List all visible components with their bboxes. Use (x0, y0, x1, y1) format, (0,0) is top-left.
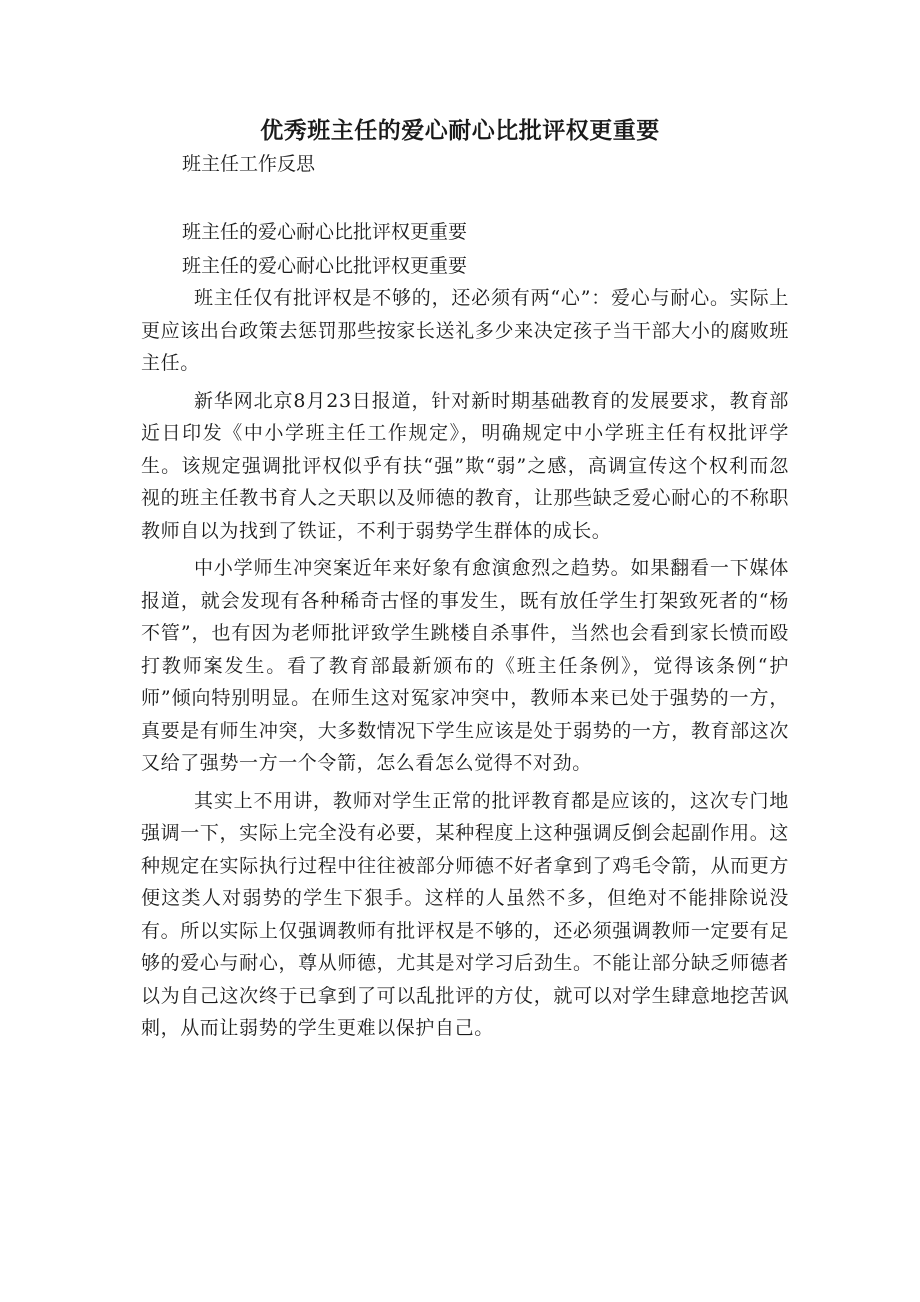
article-heading-repeat: 班主任的爱心耐心比批评权更重要 (182, 255, 468, 277)
paragraph-2: 新华网北京8月23日报道，针对新时期基础教育的发展要求，教育部近日印发《中小学班主任工作规定》，明确规定中小学班主任有权批评学生。该规定强调批评权似乎有扶“强”欺“弱”之感，高调宣传这个权利而忽视的班主任教书育人之天职以及师德的教育，让那些缺乏爱心耐心的不称职教师自以为找到了铁证，不利于弱势学生群体的成长。 (141, 389, 789, 542)
paragraph-1: 班主任仅有批评权是不够的，还必须有两“心”：爱心与耐心。实际上更应该出台政策去惩罚那些按家长送礼多少来决定孩子当干部大小的腐败班主任。 (141, 287, 789, 374)
category-label: 班主任工作反思 (182, 153, 316, 175)
article-body (141, 282, 789, 1050)
article-heading: 班主任的爱心耐心比批评权更重要 (182, 221, 468, 243)
paragraph-4: 其实上不用讲，教师对学生正常的批评教育都是应该的，这次专门地强调一下，实际上完全没有必要，某种程度上这种强调反倒会起副作用。这种规定在实际执行过程中往往被部分师德不好者拿到了鸡毛令箭，从而更方便这类人对弱势的学生下狠手。这样的人虽然不多，但绝对不能排除说没有。所以实际上仅强调教师有批评权是不够的，还必须强调教师一定要有足够的爱心与耐心，尊从师德，尤其是对学习后劲生。不能让部分缺乏师德者以为自己这次终于已拿到了可以乱批评的方仗，就可以对学生肆意地挖苦讽刺，从而让弱势的学生更难以保护自己。 (141, 789, 789, 1039)
paragraph-3: 中小学师生冲突案近年来好象有愈演愈烈之趋势。如果翻看一下媒体报道，就会发现有各种稀奇古怪的事发生，既有放任学生打架致死者的“杨不管”，也有因为老师批评致学生跳楼自杀事件，当然也会看到家长愤而殴打教师案发生。看了教育部最新颁布的《班主任条例》，觉得该条例“护师”倾向特别明显。在师生这对冤家冲突中，教师本来已处于强势的一方，真要是有师生冲突，大多数情况下学生应该是处于弱势的一方，教育部这次又给了强势一方一个令箭，怎么看怎么觉得不对劲。 (141, 557, 789, 774)
document-title: 优秀班主任的爱心耐心比批评权更重要 (260, 118, 660, 144)
